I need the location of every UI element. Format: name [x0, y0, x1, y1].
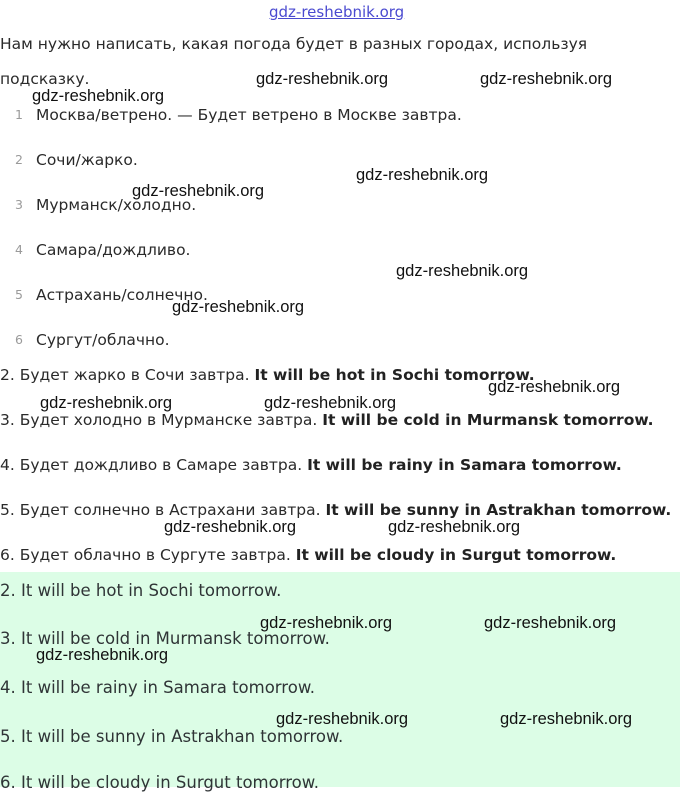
- answer-en: It will be hot in Sochi tomorrow.: [254, 366, 535, 384]
- answer-en: It will be cloudy in Surgut tomorrow.: [295, 546, 617, 564]
- item-number: 5: [15, 287, 23, 302]
- answer-line: [0, 411, 654, 429]
- watermark: gdz-reshebnik.org: [388, 518, 521, 536]
- answer-line: [0, 501, 671, 519]
- answer-ru: 5. Будет солнечно в Астрахани завтра.: [0, 501, 326, 519]
- watermark: gdz-reshebnik.org: [484, 614, 617, 632]
- watermark: gdz-reshebnik.org: [32, 87, 165, 105]
- watermark: gdz-reshebnik.org: [256, 70, 389, 88]
- watermark: gdz-reshebnik.org: [396, 262, 529, 280]
- exercise-item: Астрахань/солнечно.: [36, 286, 208, 304]
- exercise-item: Сочи/жарко.: [36, 151, 138, 169]
- answer-line: [0, 366, 535, 384]
- item-number: 4: [15, 242, 23, 257]
- watermark: gdz-reshebnik.org: [40, 394, 173, 412]
- watermark: gdz-reshebnik.org: [488, 378, 621, 396]
- item-number: 2: [15, 152, 23, 167]
- watermark: gdz-reshebnik.org: [480, 70, 613, 88]
- panel-line: 6. It will be cloudy in Surgut tomorrow.: [0, 773, 319, 792]
- item-number: 1: [15, 107, 23, 122]
- answer-en: It will be sunny in Astrakhan tomorrow.: [325, 501, 672, 519]
- watermark: gdz-reshebnik.org: [500, 710, 633, 728]
- watermark: gdz-reshebnik.org: [260, 614, 393, 632]
- intro-line-1: Нам нужно написать, какая погода будет в разных городах, используя: [0, 35, 588, 53]
- site-link[interactable]: gdz-reshebnik.org: [269, 3, 405, 21]
- answer-line: [0, 546, 616, 564]
- watermark: gdz-reshebnik.org: [36, 646, 169, 664]
- panel-line: 2. It will be hot in Sochi tomorrow.: [0, 581, 282, 600]
- panel-line: 4. It will be rainy in Samara tomorrow.: [0, 678, 316, 697]
- exercise-item: Самара/дождливо.: [36, 241, 191, 259]
- exercise-item: Мурманск/холодно.: [36, 196, 197, 214]
- item-number: 3: [15, 197, 23, 212]
- item-number: 6: [15, 332, 23, 347]
- answer-line: [0, 456, 622, 474]
- watermark: gdz-reshebnik.org: [132, 182, 265, 200]
- answer-ru: 4. Будет дождливо в Самаре завтра.: [0, 456, 308, 474]
- watermark: gdz-reshebnik.org: [356, 166, 489, 184]
- watermark: gdz-reshebnik.org: [276, 710, 409, 728]
- exercise-item: Сургут/облачно.: [36, 331, 170, 349]
- watermark: gdz-reshebnik.org: [164, 518, 297, 536]
- answer-ru: 3. Будет холодно в Мурманске завтра.: [0, 411, 323, 429]
- panel-line: 5. It will be sunny in Astrakhan tomorrow.: [0, 727, 344, 746]
- panel-line: 3. It will be cold in Murmansk tomorrow.: [0, 629, 330, 648]
- answer-ru: 2. Будет жарко в Сочи завтра.: [0, 366, 255, 384]
- watermark: gdz-reshebnik.org: [264, 394, 397, 412]
- exercise-item: Москва/ветрено. — Будет ветрено в Москве завтра.: [36, 106, 462, 124]
- watermark: gdz-reshebnik.org: [172, 298, 305, 316]
- intro-line-2: подсказку.: [0, 70, 90, 88]
- answer-en: It will be cold in Murmansk tomorrow.: [322, 411, 654, 429]
- answer-ru: 6. Будет облачно в Сургуте завтра.: [0, 546, 296, 564]
- answer-en: It will be rainy in Samara tomorrow.: [307, 456, 622, 474]
